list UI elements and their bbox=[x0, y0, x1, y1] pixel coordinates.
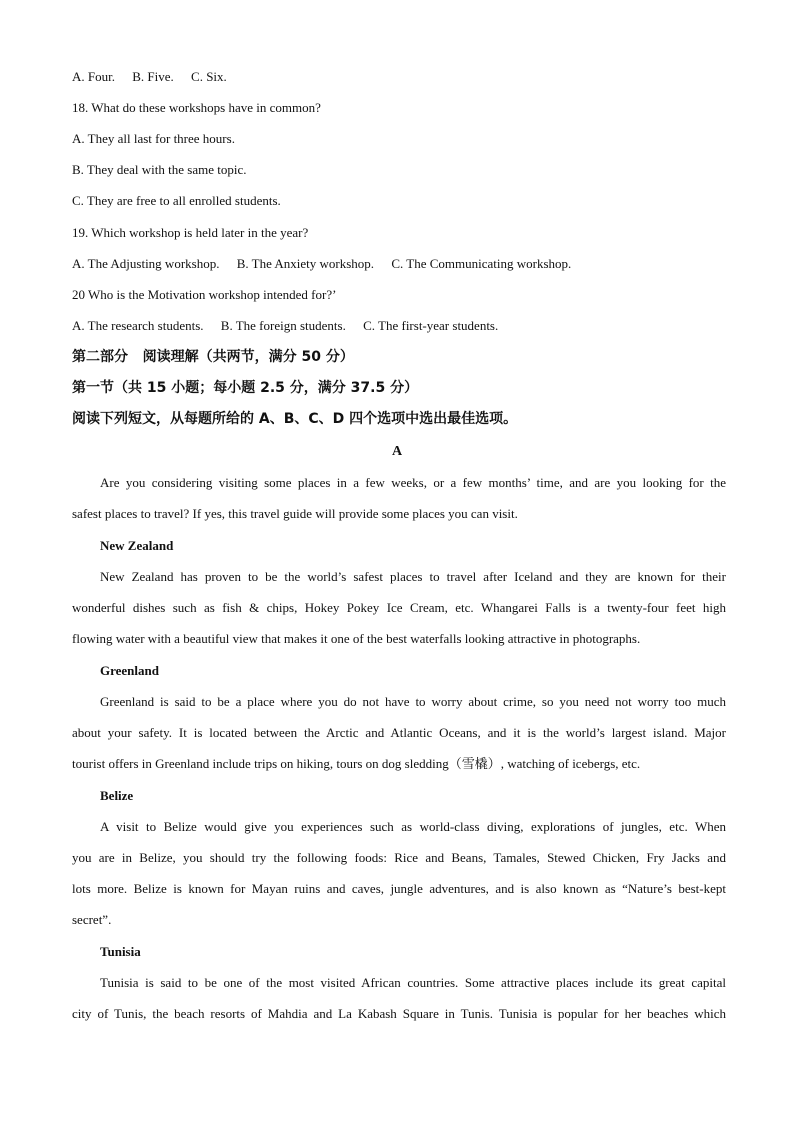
q17-option-b: B. Five. bbox=[132, 69, 174, 84]
bz-line-1: A visit to Belize would give you experiences such as world-class diving, explorations of jungles, etc. When bbox=[100, 819, 726, 834]
q19-option-a: A. The Adjusting workshop. bbox=[72, 256, 220, 271]
q18-option-b: B. They deal with the same topic. bbox=[72, 162, 247, 177]
q20-options bbox=[72, 318, 512, 334]
part-title: 第二部分 阅读理解（共两节，满分 50 分） bbox=[72, 349, 354, 365]
q19-stem: 19. Which workshop is held later in the year? bbox=[72, 225, 309, 240]
bz-line-4: secret”. bbox=[72, 912, 112, 927]
q20-option-c: C. The first-year students. bbox=[363, 318, 499, 333]
intro-line-1: Are you considering visiting some places in a few weeks, or a few months’ time, and are you looking for the bbox=[100, 475, 726, 490]
q18-stem: 18. What do these workshops have in common? bbox=[72, 100, 321, 115]
nz-line-1: New Zealand has proven to be the world’s safest places to travel after Iceland and they are known for their bbox=[100, 569, 726, 584]
q18-option-a: A. They all last for three hours. bbox=[72, 131, 235, 146]
passage-label: A bbox=[391, 444, 403, 459]
heading-new-zealand: New Zealand bbox=[100, 538, 174, 553]
q20-option-b: B. The foreign students. bbox=[220, 318, 346, 333]
section-instruction: 阅读下列短文，从每题所给的 A、B、C、D 四个选项中选出最佳选项。 bbox=[72, 411, 518, 427]
gl-line-1: Greenland is said to be a place where you do not have to worry about crime, so you need not worry too much bbox=[100, 694, 726, 709]
q17-options bbox=[72, 69, 241, 85]
bz-line-3: lots more. Belize is known for Mayan ruins and caves, jungle adventures, and is also known as “Nature’s best-kept bbox=[72, 881, 726, 896]
nz-line-3: flowing water with a beautiful view that makes it one of the best waterfalls looking attractive in photographs. bbox=[72, 631, 641, 646]
q18-option-c: C. They are free to all enrolled students. bbox=[72, 193, 281, 208]
q19-options bbox=[72, 256, 585, 272]
intro-line-2: safest places to travel? If yes, this travel guide will provide some places you can visit. bbox=[72, 506, 518, 521]
heading-belize: Belize bbox=[100, 788, 134, 803]
gl-line-3: tourist offers in Greenland include trips on hiking, tours on dog sledding（雪橇）, watching of icebergs, etc. bbox=[72, 756, 641, 771]
gl-line-2: about your safety. It is located between the Arctic and Atlantic Oceans, and it is the world’s largest island. Major bbox=[72, 725, 726, 740]
tn-line-1: Tunisia is said to be one of the most visited African countries. Some attractive places include its great capital bbox=[100, 975, 726, 990]
q17-option-a: A. Four. bbox=[72, 69, 115, 84]
tn-line-2: city of Tunis, the beach resorts of Mahdia and La Kabash Square in Tunis. Tunisia is popular for her beaches which bbox=[72, 1006, 726, 1021]
nz-line-2: wonderful dishes such as fish & chips, Hokey Pokey Ice Cream, etc. Whangarei Falls is a twenty-four feet high bbox=[72, 600, 726, 615]
q20-stem: 20 Who is the Motivation workshop intended for?’ bbox=[72, 287, 337, 302]
q19-option-c: C. The Communicating workshop. bbox=[391, 256, 572, 271]
heading-greenland: Greenland bbox=[100, 663, 159, 678]
q20-option-a: A. The research students. bbox=[72, 318, 204, 333]
bz-line-2: you are in Belize, you should try the following foods: Rice and Beans, Tamales, Stewed Chicken, Fry Jacks and bbox=[72, 850, 726, 865]
section-subtitle: 第一节（共 15 小题；每小题 2.5 分，满分 37.5 分） bbox=[72, 380, 419, 396]
heading-tunisia: Tunisia bbox=[100, 944, 141, 959]
q17-option-c: C. Six. bbox=[191, 69, 227, 84]
q19-option-b: B. The Anxiety workshop. bbox=[236, 256, 375, 271]
